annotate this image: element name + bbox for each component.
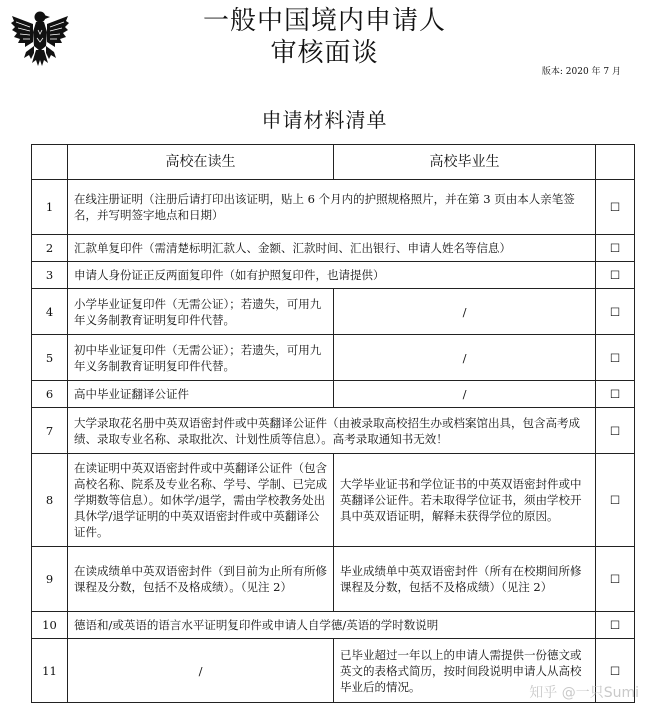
row-number: 5 (32, 335, 68, 381)
row-number: 1 (32, 180, 68, 235)
table-row (32, 547, 635, 612)
row-graduate-requirement: 已毕业超过一年以上的申请人需提供一份德文或英文的表格式简历，按时间段说明申请人从高校毕业后的情况。 (334, 639, 596, 703)
row-requirement: 在线注册证明（注册后请打印出该证明，贴上 6 个月内的护照规格照片，并在第 3 页由本人亲笔签名，并写明签字地点和日期） (68, 180, 596, 235)
checkbox[interactable]: ☐ (596, 408, 635, 454)
checkbox[interactable]: ☐ (596, 262, 635, 289)
table-row (32, 454, 635, 547)
row-student-requirement: 小学毕业证复印件（无需公证）；若遗失，可用九年义务制教育证明复印件代替。 (68, 289, 334, 335)
row-number: 7 (32, 408, 68, 454)
checkbox[interactable]: ☐ (596, 289, 635, 335)
row-graduate-requirement: / (334, 289, 596, 335)
row-graduate-requirement: 毕业成绩单中英双语密封件（所有在校期间所修课程及分数，包括不及格成绩）（见注 2） (334, 547, 596, 612)
row-requirement: 汇款单复印件（需清楚标明汇款人、金额、汇款时间、汇出银行、申请人姓名等信息） (68, 235, 596, 262)
materials-checklist-table (31, 144, 635, 703)
column-header-graduate: 高校毕业生 (334, 145, 596, 180)
table-row (32, 180, 635, 235)
table-header-row (32, 145, 635, 180)
row-number: 8 (32, 454, 68, 547)
row-graduate-requirement: / (334, 335, 596, 381)
table-row (32, 289, 635, 335)
checkbox[interactable]: ☐ (596, 612, 635, 639)
row-number: 11 (32, 639, 68, 703)
row-graduate-requirement: / (334, 381, 596, 408)
row-requirement: 申请人身份证正反两面复印件（如有护照复印件，也请提供） (68, 262, 596, 289)
header-num-cell (32, 145, 68, 180)
row-number: 10 (32, 612, 68, 639)
row-requirement: 大学录取花名册中英双语密封件或中英翻译公证件（由被录取高校招生办或档案馆出具，包含高考成绩、录取专业名称、录取批次、计划性质等信息）。高考录取通知书无效！ (68, 408, 596, 454)
table-row (32, 612, 635, 639)
document-title: 一般中国境内申请人 (202, 6, 446, 36)
row-student-requirement: 初中毕业证复印件（无需公证）；若遗失，可用九年义务制教育证明复印件代替。 (68, 335, 334, 381)
header-check-cell (596, 145, 635, 180)
row-student-requirement: 在读证明中英双语密封件或中英翻译公证件（包含高校名称、院系及专业名称、学号、学制、已完成学期数等信息）。如休学/退学，需由学校教务处出具休学/退学证明的中英双语密封件或中英翻译公证件。 (68, 454, 334, 547)
row-number: 4 (32, 289, 68, 335)
checkbox[interactable]: ☐ (596, 639, 635, 703)
checkbox[interactable]: ☐ (596, 547, 635, 612)
checkbox[interactable]: ☐ (596, 381, 635, 408)
table-row (32, 262, 635, 289)
checkbox[interactable]: ☐ (596, 454, 635, 547)
table-row (32, 408, 635, 454)
row-graduate-requirement: 大学毕业证书和学位证书的中英双语密封件或中英翻译公证件。若未取得学位证书，须由学校开具中英双语证明，解释未获得学位的原因。 (334, 454, 596, 547)
checklist-title: 申请材料清单 (261, 108, 388, 132)
row-number: 3 (32, 262, 68, 289)
table-row (32, 381, 635, 408)
checkbox[interactable]: ☐ (596, 180, 635, 235)
checkbox[interactable]: ☐ (596, 235, 635, 262)
version-date: 版本: 2020 年 7 月 (541, 67, 621, 77)
row-student-requirement: / (68, 639, 334, 703)
document-subtitle: 审核面谈 (270, 38, 379, 68)
row-number: 9 (32, 547, 68, 612)
row-student-requirement: 在读成绩单中英双语密封件（到目前为止所有所修课程及分数，包括不及格成绩）。（见注 2） (68, 547, 334, 612)
row-requirement: 德语和/或英语的语言水平证明复印件或申请人自学德/英语的学时数说明 (68, 612, 596, 639)
row-student-requirement: 高中毕业证翻译公证件 (68, 381, 334, 408)
row-number: 2 (32, 235, 68, 262)
watermark: 知乎 @一只Sumi (529, 685, 639, 701)
table-row (32, 235, 635, 262)
column-header-student: 高校在读生 (68, 145, 334, 180)
checkbox[interactable]: ☐ (596, 335, 635, 381)
row-number: 6 (32, 381, 68, 408)
table-row (32, 335, 635, 381)
